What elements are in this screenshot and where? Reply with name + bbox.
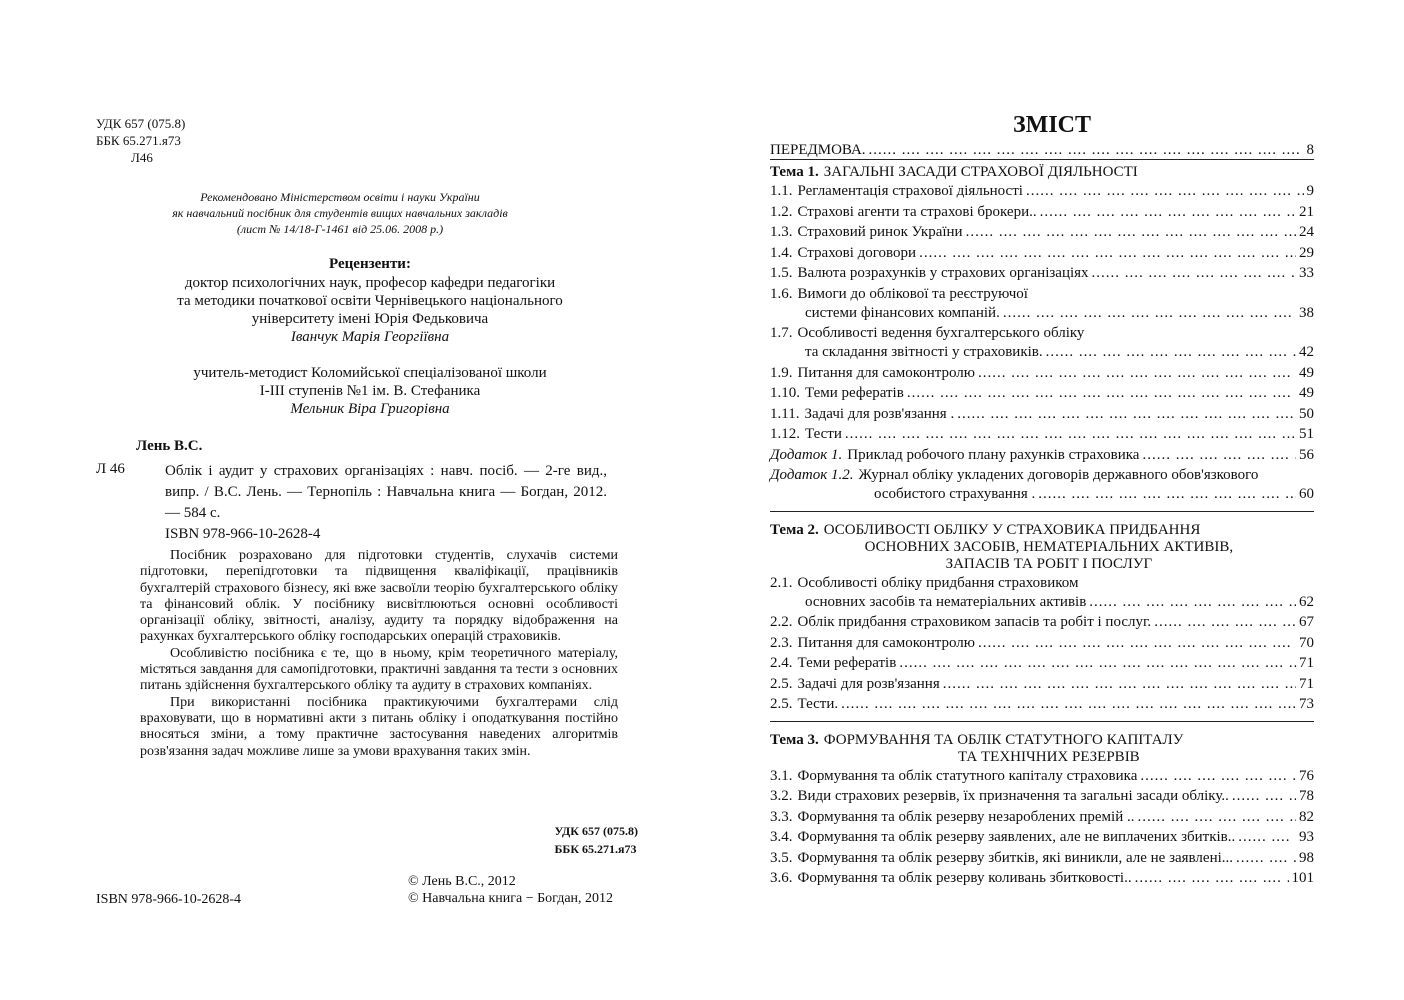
recommendation-line: Рекомендовано Міністерством освіти і науки України bbox=[200, 190, 480, 204]
toc-page-number: 62 bbox=[1299, 593, 1314, 610]
toc-entry-number: 3.5. bbox=[770, 849, 793, 866]
toc-page-number: 33 bbox=[1299, 265, 1314, 281]
theme-title bbox=[824, 164, 1314, 181]
dot-leader bbox=[919, 243, 1296, 264]
toc-entry-title: Формування та облік резерву збитків, які виникли, але не заявлені... bbox=[797, 849, 1234, 866]
toc-page-number: 70 bbox=[1299, 634, 1314, 651]
toc-entry[interactable] bbox=[770, 263, 1314, 284]
toc-entry-title: Страхові агенти та страхові брокери.. bbox=[797, 203, 1037, 220]
toc-entry-number: 1.10. bbox=[770, 385, 800, 401]
divider bbox=[770, 721, 1314, 722]
toc-page-number: 71 bbox=[1299, 675, 1314, 692]
theme-title-line: ФОРМУВАННЯ ТА ОБЛІК СТАТУТНОГО КАПІТАЛУ bbox=[823, 731, 1184, 748]
toc-entry-continuation[interactable] bbox=[770, 484, 1314, 505]
toc-entry[interactable] bbox=[770, 465, 1314, 484]
toc-entry[interactable] bbox=[770, 674, 1314, 695]
toc-page-number: 51 bbox=[1299, 426, 1314, 442]
bottom-classification-codes bbox=[554, 822, 638, 858]
toc-entry[interactable] bbox=[770, 573, 1314, 592]
dot-leader bbox=[1238, 827, 1296, 848]
divider bbox=[770, 511, 1314, 512]
reviewer-description: І-ІІІ ступенів №1 ім. В. Стефаника bbox=[259, 383, 481, 399]
toc-entry-title: Задачі для розв'язання bbox=[797, 675, 940, 692]
toc-entry[interactable] bbox=[770, 848, 1314, 869]
toc-entry-title: Формування та облік резерву заявлених, але не виплачених збитків.. bbox=[797, 829, 1236, 845]
table-of-contents bbox=[770, 140, 1314, 889]
toc-entry-number: 3.4. bbox=[770, 829, 793, 845]
toc-page-number: 93 bbox=[1299, 829, 1314, 845]
toc-entry[interactable] bbox=[770, 383, 1314, 404]
toc-entry-title: Облік придбання страховиком запасів та робіт і послуг. bbox=[797, 614, 1152, 630]
toc-page-number: 21 bbox=[1299, 203, 1314, 220]
toc-entry-title: Тести. bbox=[797, 696, 839, 712]
toc-entry[interactable] bbox=[770, 694, 1314, 715]
toc-entry[interactable] bbox=[770, 404, 1314, 425]
toc-page-number: 24 bbox=[1299, 224, 1314, 240]
toc-entry-continuation[interactable] bbox=[770, 592, 1314, 613]
theme-number: Тема 3. bbox=[770, 731, 819, 748]
toc-page-number: 56 bbox=[1299, 446, 1314, 463]
toc-entry[interactable] bbox=[770, 363, 1314, 384]
toc-entry-title-continued: особистого страхування . bbox=[874, 486, 1036, 502]
dot-leader bbox=[1142, 445, 1296, 466]
dot-leader bbox=[899, 653, 1296, 674]
toc-entry[interactable] bbox=[770, 653, 1314, 674]
author-mark: Л46 bbox=[131, 150, 153, 165]
dot-leader bbox=[907, 383, 1296, 404]
catalog-code: Л 46 bbox=[96, 461, 125, 477]
dot-leader bbox=[943, 674, 1296, 695]
toc-entry-number: 1.6. bbox=[770, 285, 793, 302]
abstract-paragraph: Особливістю посібника є те, що в ньому, крім теоретичного матеріалу, містяться завдання для самопідготовки, практичні завдання та тести з основних питань здійснення бухгалтерського обліку та аудиту в страхових компаніях. bbox=[140, 645, 618, 694]
toc-page-number: 9 bbox=[1306, 183, 1314, 199]
toc-entry-title: Страховий ринок України bbox=[797, 224, 963, 240]
abstract-paragraph: При використанні посібника практикуючими бухгалтерами слід враховувати, що в нормативні акти з питань обліку і оподаткування постійно вносяться зміни, а тому практичне застосування наведених алгоритмів розв'язання задач можливе лише за умови врахування таких змін. bbox=[140, 694, 618, 759]
udc-code: УДК 657 (075.8) bbox=[554, 824, 638, 838]
recommendation-line: як навчальний посібник для студентів вищих навчальних закладів bbox=[172, 206, 508, 220]
toc-entry-title: Страхові договори bbox=[797, 244, 917, 261]
ministry-recommendation bbox=[150, 189, 530, 237]
toc-entry-continuation[interactable] bbox=[770, 303, 1314, 324]
reviewers-block bbox=[120, 255, 620, 418]
left-page bbox=[0, 0, 700, 1000]
dot-leader bbox=[1135, 868, 1289, 889]
theme-number: Тема 1. bbox=[770, 164, 819, 180]
toc-entry-title: Теми рефератів bbox=[805, 385, 904, 401]
toc-entry-number: 2.5. bbox=[770, 675, 793, 692]
toc-entry[interactable] bbox=[770, 181, 1314, 202]
toc-entry-number: 1.11. bbox=[770, 405, 800, 422]
toc-entry-title: Види страхових резервів, їх призначення та загальні засади обліку.. bbox=[797, 788, 1229, 804]
copyright-line: © Лень В.С., 2012 bbox=[408, 874, 516, 889]
toc-page-number: 49 bbox=[1299, 364, 1314, 381]
toc-entry[interactable] bbox=[770, 807, 1314, 828]
dot-leader bbox=[1089, 592, 1296, 613]
toc-entry-title-continued: та складання звітності у страховиків. bbox=[805, 344, 1043, 360]
toc-page-number: 73 bbox=[1299, 696, 1314, 712]
toc-entry-title: Приклад робочого плану рахунків страховика bbox=[847, 446, 1140, 463]
toc-entry-title-continued: основних засобів та нематеріальних активів bbox=[805, 593, 1087, 610]
theme-title bbox=[824, 522, 1314, 573]
toc-page-number: 82 bbox=[1299, 808, 1314, 825]
dot-leader bbox=[978, 633, 1296, 654]
dot-leader bbox=[966, 222, 1296, 243]
toc-entry[interactable] bbox=[770, 243, 1314, 264]
toc-entry-number: 2.1. bbox=[770, 574, 793, 591]
toc-entry[interactable] bbox=[770, 222, 1314, 243]
dot-leader bbox=[1038, 484, 1296, 505]
toc-entry-title: Журнал обліку укладених договорів державного обов'язкового bbox=[858, 467, 1259, 483]
toc-theme-heading bbox=[770, 732, 1314, 766]
toc-entry-title: Теми рефератів bbox=[797, 655, 897, 671]
reviewers-title: Рецензенти: bbox=[329, 256, 411, 272]
reviewer-name: Іванчук Марія Георгіївна bbox=[290, 329, 450, 345]
theme-title-line: ОСНОВНИХ ЗАСОБІВ, НЕМАТЕРІАЛЬНИХ АКТИВІВ, bbox=[864, 538, 1234, 555]
toc-entry-title: Задачі для розв'язання . bbox=[804, 405, 955, 422]
toc-entry-title: Формування та облік резерву незароблених премій .. bbox=[797, 808, 1135, 825]
toc-entry[interactable] bbox=[770, 766, 1314, 787]
reviewer-description: та методики початкової освіти Чернівецького національного bbox=[177, 293, 563, 309]
toc-page-number: 78 bbox=[1299, 788, 1314, 804]
toc-page-number: 67 bbox=[1299, 614, 1314, 630]
toc-entry-number: 2.3. bbox=[770, 634, 793, 651]
toc-entry-title: Особливості обліку придбання страховиком bbox=[797, 574, 1079, 591]
toc-entry[interactable] bbox=[770, 323, 1314, 342]
toc-entry-number: 1.9. bbox=[770, 364, 793, 381]
toc-entry-number: 1.3. bbox=[770, 224, 793, 240]
dot-leader bbox=[1154, 612, 1296, 633]
dot-leader bbox=[1003, 303, 1296, 324]
dot-leader bbox=[845, 424, 1296, 445]
toc-entry-number: 2.2. bbox=[770, 614, 793, 630]
abstract-paragraph: Посібник розраховано для підготовки студентів, слухачів системи підготовки, перепідготовки та підвищення кваліфікації, працівників бухгалтерій страхового бізнесу, які вже засвоїли теорію бухгалтерського обліку та фінансовий облік. У посібнику висвітлюються основні особливості організації обліку, звітності, аналізу, аудиту та порядку відображення на рахунках бухгалтерського обліку господарських операцій страховиків. bbox=[140, 548, 618, 645]
toc-entry-title: Особливості ведення бухгалтерського обліку bbox=[797, 325, 1085, 341]
toc-entry-number: Додаток 1. bbox=[770, 446, 843, 463]
toc-entry[interactable] bbox=[770, 612, 1314, 633]
toc-entry-preface[interactable] bbox=[770, 140, 1314, 159]
theme-title-line: ОСОБЛИВОСТІ ОБЛІКУ У СТРАХОВИКА ПРИДБАННЯ bbox=[823, 521, 1201, 538]
abstract bbox=[140, 548, 618, 760]
dot-leader bbox=[1232, 786, 1296, 807]
theme-title-line: ТА ТЕХНІЧНИХ РЕЗЕРВІВ bbox=[958, 748, 1140, 765]
theme-number: Тема 2. bbox=[770, 521, 819, 538]
toc-page-number: 8 bbox=[1306, 142, 1314, 158]
toc-entry-title: Питання для самоконтролю bbox=[797, 634, 976, 651]
theme-title-line: ЗАПАСІВ ТА РОБІТ І ПОСЛУГ bbox=[945, 555, 1153, 572]
reviewer-description: університету імені Юрія Федьковича bbox=[251, 311, 489, 327]
toc-entry-title: Формування та облік статутного капіталу страховика bbox=[797, 767, 1138, 784]
toc-entry-number: 1.1. bbox=[770, 183, 793, 199]
bbk-code: ББК 65.271.я73 bbox=[96, 133, 181, 148]
contents-title: ЗМІСТ bbox=[1013, 112, 1091, 138]
toc-theme-heading bbox=[770, 522, 1314, 573]
toc-entry-number: 1.5. bbox=[770, 265, 793, 281]
udc-code: УДК 657 (075.8) bbox=[96, 116, 186, 131]
toc-page-number: 50 bbox=[1299, 405, 1314, 422]
toc-page-number: 42 bbox=[1299, 344, 1314, 360]
dot-leader bbox=[1140, 766, 1296, 787]
toc-entry-continuation[interactable] bbox=[770, 342, 1314, 363]
dot-leader bbox=[1236, 848, 1296, 869]
author-name: Лень В.С. bbox=[136, 438, 203, 454]
toc-entry-title: Тести bbox=[805, 426, 842, 442]
toc-entry-number: 3.3. bbox=[770, 808, 793, 825]
toc-theme-heading bbox=[770, 164, 1314, 181]
toc-entry-number: 1.12. bbox=[770, 426, 800, 442]
toc-entry-number: 1.4. bbox=[770, 244, 793, 261]
right-page bbox=[702, 0, 1404, 1000]
reviewer-name: Мельник Віра Григорівна bbox=[290, 401, 450, 417]
toc-entry-title: Вимоги до облікової та реєструючої bbox=[797, 285, 1028, 302]
dot-leader bbox=[957, 404, 1296, 425]
toc-page-number: 49 bbox=[1299, 385, 1314, 401]
theme-title bbox=[824, 732, 1314, 766]
toc-entry[interactable] bbox=[770, 868, 1314, 889]
toc-page-number: 98 bbox=[1299, 849, 1314, 866]
toc-entry-title: Регламентація страхової діяльності bbox=[797, 183, 1023, 199]
reviewer-description: доктор психологічних наук, професор кафедри педагогіки bbox=[184, 275, 556, 291]
toc-entry-number: 3.1. bbox=[770, 767, 793, 784]
toc-entry[interactable] bbox=[770, 202, 1314, 223]
toc-entry-title-continued: системи фінансових компаній. bbox=[805, 304, 1000, 321]
toc-entry[interactable] bbox=[770, 827, 1314, 848]
isbn: ISBN 978-966-10-2628-4 bbox=[165, 526, 321, 542]
toc-entry[interactable] bbox=[770, 284, 1314, 303]
dot-leader bbox=[1137, 807, 1296, 828]
toc-entry-number: 1.7. bbox=[770, 325, 793, 341]
dot-leader bbox=[978, 363, 1296, 384]
classification-codes bbox=[96, 115, 185, 166]
toc-entry-title: Формування та облік резерву коливань збитковості.. bbox=[797, 870, 1132, 886]
toc-entry-number: Додаток 1.2. bbox=[770, 467, 854, 483]
toc-entry-number: 3.6. bbox=[770, 870, 793, 886]
reviewer-description: учитель-методист Коломийської спеціалізованої школи bbox=[193, 365, 547, 381]
toc-entry-number: 1.2. bbox=[770, 203, 793, 220]
recommendation-line: (лист № 14/18-Г-1461 від 25.06. 2008 р.) bbox=[236, 222, 444, 236]
toc-page-number: 29 bbox=[1299, 244, 1314, 261]
toc-entry[interactable] bbox=[770, 633, 1314, 654]
bibliographic-description: Облік і аудит у страхових організаціях : навч. посіб. — 2-ге вид., випр. / В.С. Лень. — Тернопіль : Навчальна книга — Богдан, 2012. — 584 с. bbox=[165, 463, 607, 521]
toc-page-number: 38 bbox=[1299, 304, 1314, 321]
copyright-line: © Навчальна книга − Богдан, 2012 bbox=[408, 891, 614, 906]
toc-entry-number: 3.2. bbox=[770, 788, 793, 804]
toc-page-number: 71 bbox=[1299, 655, 1314, 671]
theme-title-line: ЗАГАЛЬНІ ЗАСАДИ СТРАХОВОЇ ДІЯЛЬНОСТІ bbox=[823, 164, 1138, 180]
toc-entry-number: 2.4. bbox=[770, 655, 793, 671]
toc-entry-number: 2.5. bbox=[770, 696, 793, 712]
dot-leader bbox=[869, 140, 1304, 161]
toc-entry[interactable] bbox=[770, 424, 1314, 445]
toc-page-number: 101 bbox=[1291, 870, 1314, 886]
toc-entry-title: Валюта розрахунків у страхових організаціях bbox=[797, 265, 1089, 281]
toc-entry-title: Питання для самоконтролю bbox=[797, 364, 976, 381]
toc-entry-title: ПЕРЕДМОВА. bbox=[770, 142, 866, 158]
toc-page-number: 60 bbox=[1299, 486, 1314, 502]
toc-entry[interactable] bbox=[770, 445, 1314, 466]
isbn-bottom: ISBN 978-966-10-2628-4 bbox=[96, 892, 242, 907]
dot-leader bbox=[1026, 181, 1304, 202]
dot-leader bbox=[1046, 342, 1296, 363]
dot-leader bbox=[841, 694, 1296, 715]
toc-page-number: 76 bbox=[1299, 767, 1314, 784]
dot-leader bbox=[1040, 202, 1296, 223]
toc-entry[interactable] bbox=[770, 786, 1314, 807]
bbk-code: ББК 65.271.я73 bbox=[554, 842, 637, 856]
copyright bbox=[408, 873, 613, 907]
dot-leader bbox=[1092, 263, 1296, 284]
